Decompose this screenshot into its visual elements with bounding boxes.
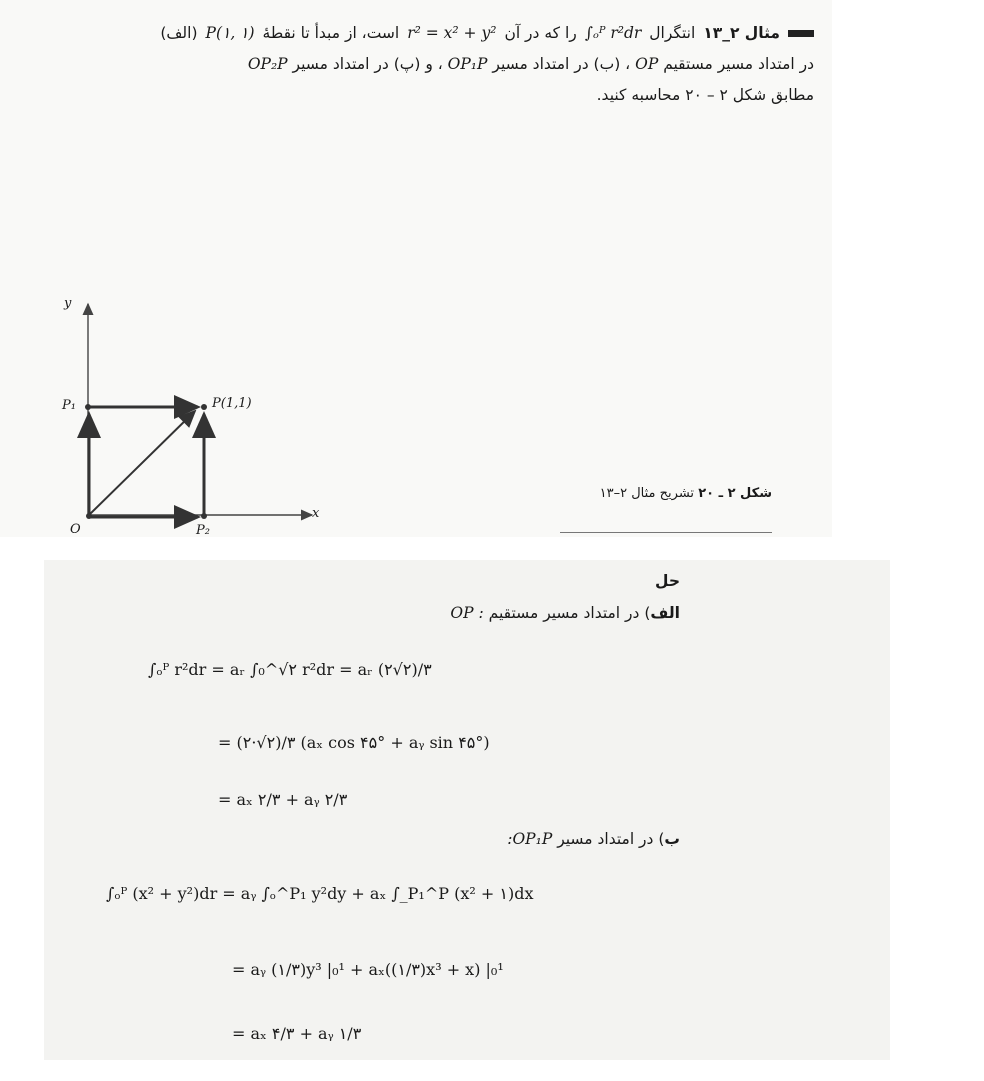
point-p2: [201, 513, 207, 519]
equation-b2: = aᵧ (۱/۳)y³ |₀¹ + aₓ((۱/۳)x³ + x) |₀¹: [232, 960, 504, 979]
equation-a2: = (۲·√۲)/۳ (aₓ cos ۴۵° + aᵧ sin ۴۵°): [218, 733, 490, 752]
point-expression: P(۱, ۱): [205, 24, 255, 42]
caption-text: تشریح مثال ۲–۱۳: [599, 486, 695, 501]
label-o: O: [70, 522, 81, 537]
caption-rule: [560, 532, 772, 533]
label-p2: P₂: [196, 523, 210, 538]
part-a-path: OP :: [450, 604, 484, 622]
equation-a1: ∫ₒᴾ r²dr = aᵣ ∫₀^√۲ r²dr = aᵣ (۲√۲)/۳: [148, 660, 432, 679]
problem-statement: [44, 18, 814, 111]
is-text: است، از مبدأ تا نقطهٔ: [262, 24, 400, 42]
point-p: [201, 404, 207, 410]
problem-line-2: [44, 49, 814, 80]
caption-number: شکل ۲ ـ ۲۰: [698, 486, 772, 501]
definition-expression: r² = x² + y²: [407, 24, 497, 42]
problem-line-3: مطابق شکل ۲ – ۲۰ محاسبه کنید.: [596, 86, 814, 104]
intro-text: انتگرال: [649, 24, 696, 42]
part-b-text: ) در امتداد مسیر: [557, 830, 665, 848]
label-y: y: [64, 296, 72, 311]
point-p1: [85, 404, 91, 410]
part-a-text: ) در امتداد مسیر مستقیم: [488, 604, 651, 622]
path-diagram: [40, 290, 360, 540]
middle-text: را که در آن: [504, 24, 577, 42]
path-op1p: OP₁P: [447, 55, 488, 73]
part-a-label: الف: [650, 604, 680, 622]
point-o: [86, 513, 92, 519]
example-label: مثال ۲_۱۳: [703, 24, 780, 42]
line2-part1: در امتداد مسیر مستقیم: [663, 55, 814, 73]
alef-label: (الف): [160, 24, 198, 42]
part-b-heading: [400, 830, 680, 848]
integral-expression: ∫ₒᴾ r²dr: [584, 24, 642, 42]
solution-heading: حل: [654, 572, 680, 590]
label-p1: P₁: [62, 398, 76, 413]
equation-b3: = aₓ ۴/۳ + aᵧ ۱/۳: [232, 1024, 362, 1043]
figure-2-20: [40, 290, 360, 540]
label-x: x: [312, 506, 320, 521]
figure-caption: [560, 486, 772, 501]
path-o-p: [89, 411, 195, 515]
problem-line-1: [44, 18, 814, 49]
line2-part2: ، (ب) در امتداد مسیر: [492, 55, 631, 73]
part-a-heading: [340, 604, 680, 622]
line2-part3: ، و (پ) در امتداد مسیر: [292, 55, 443, 73]
part-b-label: ب: [664, 830, 680, 848]
section-marker-icon: [788, 30, 814, 37]
path-op2p: OP₂P: [247, 55, 288, 73]
label-p: P(1,1): [212, 396, 252, 411]
path-op: OP: [635, 55, 659, 73]
equation-b1: ∫ₒᴾ (x² + y²)dr = aᵧ ∫ₒ^P₁ y²dy + aₓ ∫_P₁^P (x² + ۱)dx: [106, 884, 534, 903]
part-b-path: :OP₁P: [507, 830, 553, 848]
equation-a3: = aₓ ۲/۳ + aᵧ ۲/۳: [218, 790, 348, 809]
scan-page-bottom: [44, 560, 890, 1060]
